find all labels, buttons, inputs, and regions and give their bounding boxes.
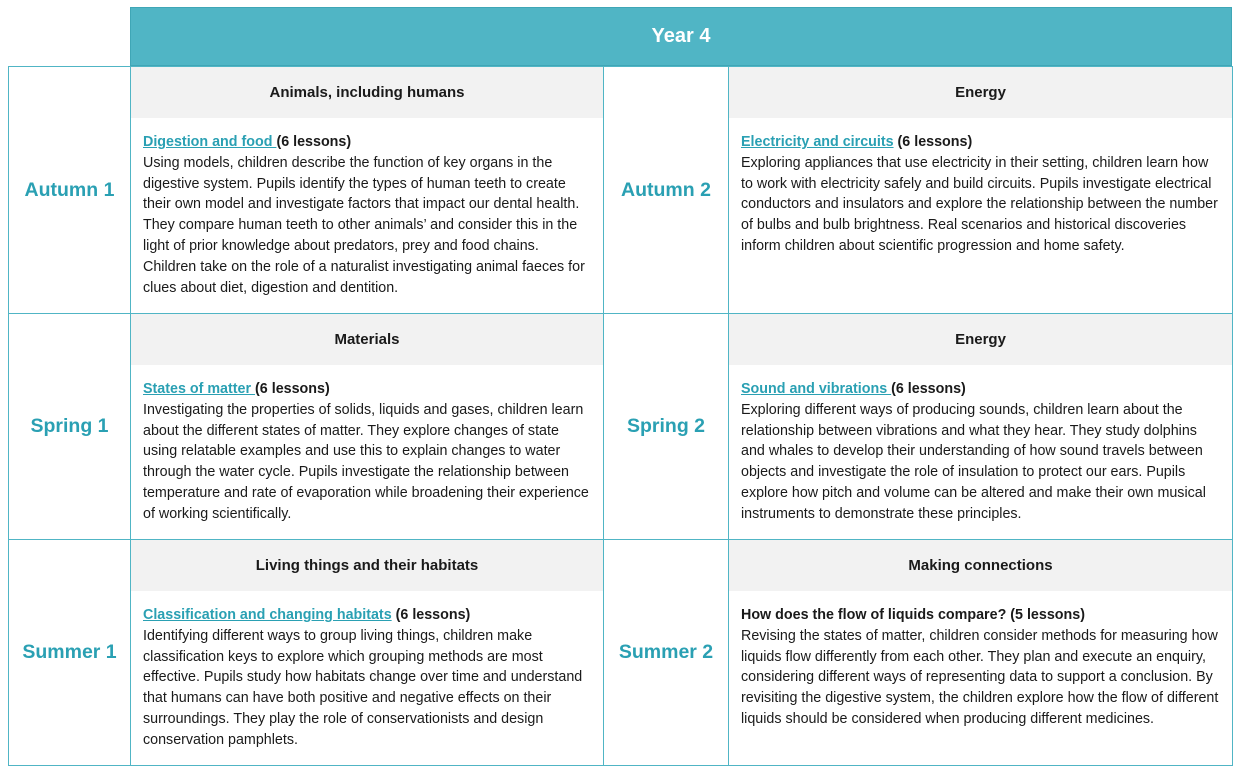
term-label-autumn-1: Autumn 1 xyxy=(9,67,131,314)
unit-title-flow-of-liquids: How does the flow of liquids compare? (5 lessons) xyxy=(741,607,1085,623)
lesson-count: (6 lessons) xyxy=(891,381,966,397)
topic-cell xyxy=(131,67,604,314)
unit-description: Exploring different ways of producing sounds, children learn about the relationship between vibrations and what they hear. They study dolphins and whales to develop their understanding of how sound travels between objects and investigate the role of insulation to protect our ears. Pupils explore how pitch and volume can be altered and make their own musical instruments to demonstrate these principles. xyxy=(741,401,1206,522)
topic-title: Animals, including humans xyxy=(131,67,603,118)
term-label-summer-1: Summer 1 xyxy=(9,540,131,766)
lesson-count: (6 lessons) xyxy=(276,134,352,150)
unit-description: Investigating the properties of solids, liquids and gases, children learn about the different states of matter. They explore changes of state using relatable examples and use this to explain changes to water through the water cycle. Pupils investigate the relationship between temperature and rate of evaporation while broadening their experience of working scientifically. xyxy=(143,401,589,522)
unit-link-classification-and-changing-habitats[interactable]: Classification and changing habitats xyxy=(143,607,392,623)
unit-description: Revising the states of matter, children consider methods for measuring how liquids flow differently from each other. They plan and execute an enquiry, considering different ways of representing data to support a conclusion. By revisiting the digestive system, the children explore how the flow of different liquids should be considered when producing different medicines. xyxy=(741,627,1219,727)
topic-body xyxy=(729,118,1232,265)
topic-title: Materials xyxy=(131,314,603,365)
term-row xyxy=(9,314,1233,540)
term-label-summer-2: Summer 2 xyxy=(604,540,729,766)
unit-description: Using models, children describe the function of key organs in the digestive system. Pupils identify the types of human teeth to create their own model and investigate factors that impact our dental health. They compare human teeth to other animals’ and consider this in the light of prior knowledge about predators, prey and food chains. Children take on the role of a naturalist investigating animal faeces for clues about diet, digestion and dentition. xyxy=(143,154,585,296)
year-title: Year 4 xyxy=(651,25,711,47)
term-row xyxy=(9,540,1233,766)
topic-body xyxy=(131,118,603,306)
term-row xyxy=(9,67,1233,314)
topic-body xyxy=(131,591,603,759)
topic-title: Energy xyxy=(729,314,1232,365)
topic-body xyxy=(729,365,1232,533)
unit-description: Identifying different ways to group living things, children make classification keys to explore which grouping methods are most effective. Pupils study how habitats change over time and understand that humans can have both positive and negative effects on their surroundings. They play the role of conservationists and design conservation pamphlets. xyxy=(143,627,583,748)
topic-cell xyxy=(729,540,1233,766)
lesson-count: (6 lessons) xyxy=(255,381,330,397)
topic-cell xyxy=(131,540,604,766)
curriculum-table xyxy=(8,66,1233,766)
topic-cell xyxy=(131,314,604,540)
topic-title: Energy xyxy=(729,67,1232,118)
unit-link-digestion-and-food[interactable]: Digestion and food xyxy=(143,134,277,150)
term-label-spring-2: Spring 2 xyxy=(604,314,729,540)
unit-link-states-of-matter[interactable]: States of matter xyxy=(143,381,256,397)
unit-description: Exploring appliances that use electricity in their setting, children learn how to work with electricity safely and build circuits. Pupils investigate electrical conductors and insulators and explore the relationship between the number of bulbs and bulb brightness. Real scenarios and historical discoveries inform children about scientific progression and home safety. xyxy=(741,154,1218,254)
topic-title: Living things and their habitats xyxy=(131,540,603,591)
topic-cell xyxy=(729,67,1233,314)
topic-cell xyxy=(729,314,1233,540)
unit-link-sound-and-vibrations[interactable]: Sound and vibrations xyxy=(741,381,892,397)
topic-body xyxy=(131,365,603,533)
topic-body xyxy=(729,591,1232,738)
year-header xyxy=(130,7,1232,66)
topic-title: Making connections xyxy=(729,540,1232,591)
lesson-count: (6 lessons) xyxy=(391,607,471,623)
unit-link-electricity-and-circuits[interactable]: Electricity and circuits xyxy=(741,134,894,150)
lesson-count: (6 lessons) xyxy=(893,134,973,150)
term-label-autumn-2: Autumn 2 xyxy=(604,67,729,314)
term-label-spring-1: Spring 1 xyxy=(9,314,131,540)
